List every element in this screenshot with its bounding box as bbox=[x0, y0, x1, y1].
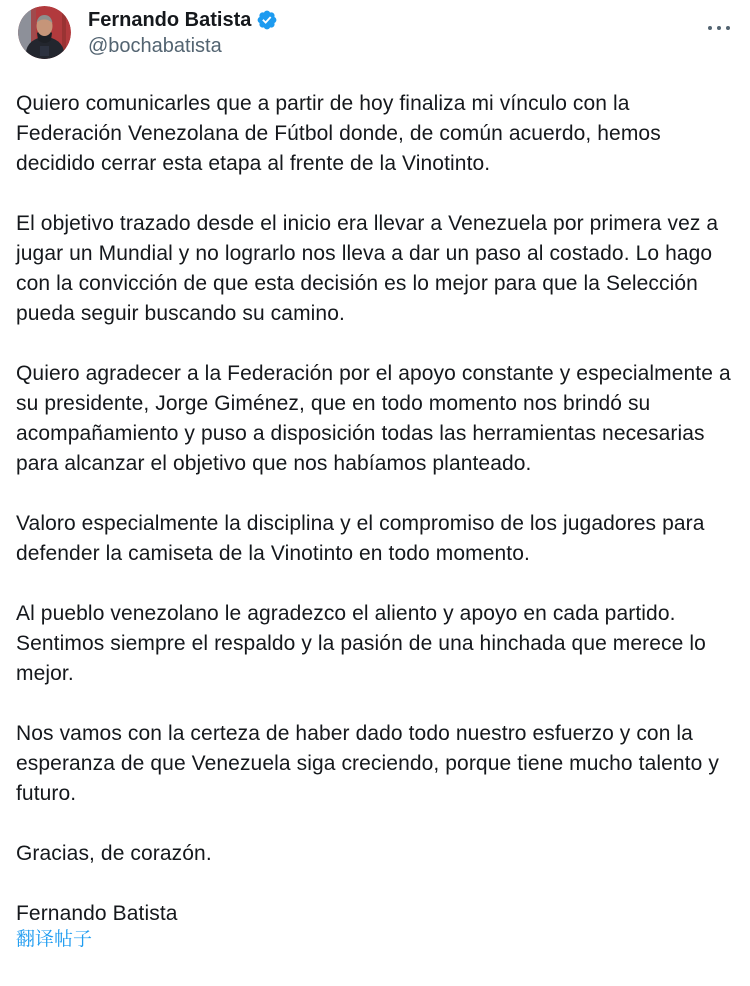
verified-badge-icon bbox=[256, 9, 278, 31]
tweet-paragraph: Al pueblo venezolano le agradezco el aliento y apoyo en cada partido. Sentimos siempre el respaldo y la pasión de una hinchada que merece lo mejor. bbox=[16, 602, 706, 685]
tweet-paragraph: Nos vamos con la certeza de haber dado todo nuestro esfuerzo y con la esperanza de que Venezuela siga creciendo, porque tiene mucho talento y futuro. bbox=[16, 722, 719, 805]
tweet-paragraph: Quiero agradecer a la Federación por el apoyo constante y especialmente a su presidente, Jorge Giménez, que en todo momento nos brindó su acompañamiento y puso a disposición todas las herramientas necesarias para alcanzar el objetivo que nos habíamos planteado. bbox=[16, 362, 731, 475]
more-button[interactable] bbox=[706, 20, 732, 36]
author-block bbox=[88, 6, 278, 59]
tweet-header bbox=[0, 0, 750, 59]
ellipsis-icon bbox=[708, 26, 712, 30]
tweet-paragraph: Quiero comunicarles que a partir de hoy finaliza mi vínculo con la Federación Venezolana de Fútbol donde, de común acuerdo, hemos decidido cerrar esta etapa al frente de la Vinotinto. bbox=[16, 92, 661, 175]
ellipsis-icon bbox=[717, 26, 721, 30]
tweet-paragraph: El objetivo trazado desde el inicio era llevar a Venezuela por primera vez a jugar un Mundial y no lograrlo nos lleva a dar un paso al costado. Lo hago con la convicción de que esta decisión es lo mejor para que la Selección pueda seguir buscando su camino. bbox=[16, 212, 719, 325]
ellipsis-icon bbox=[726, 26, 730, 30]
tweet-paragraph: Valoro especialmente la disciplina y el compromiso de los jugadores para defender la camiseta de la Vinotinto en todo momento. bbox=[16, 512, 705, 565]
avatar[interactable] bbox=[18, 6, 71, 59]
avatar-image bbox=[18, 6, 71, 59]
author-handle[interactable]: @bochabatista bbox=[88, 35, 222, 57]
tweet-text bbox=[16, 89, 734, 929]
author-name[interactable]: Fernando Batista bbox=[88, 9, 252, 31]
translate-post-link[interactable]: 翻译帖子 bbox=[16, 929, 93, 950]
tweet-paragraph: Fernando Batista bbox=[16, 902, 178, 925]
author-name-row[interactable] bbox=[88, 7, 278, 33]
tweet-paragraph: Gracias, de corazón. bbox=[16, 842, 212, 865]
